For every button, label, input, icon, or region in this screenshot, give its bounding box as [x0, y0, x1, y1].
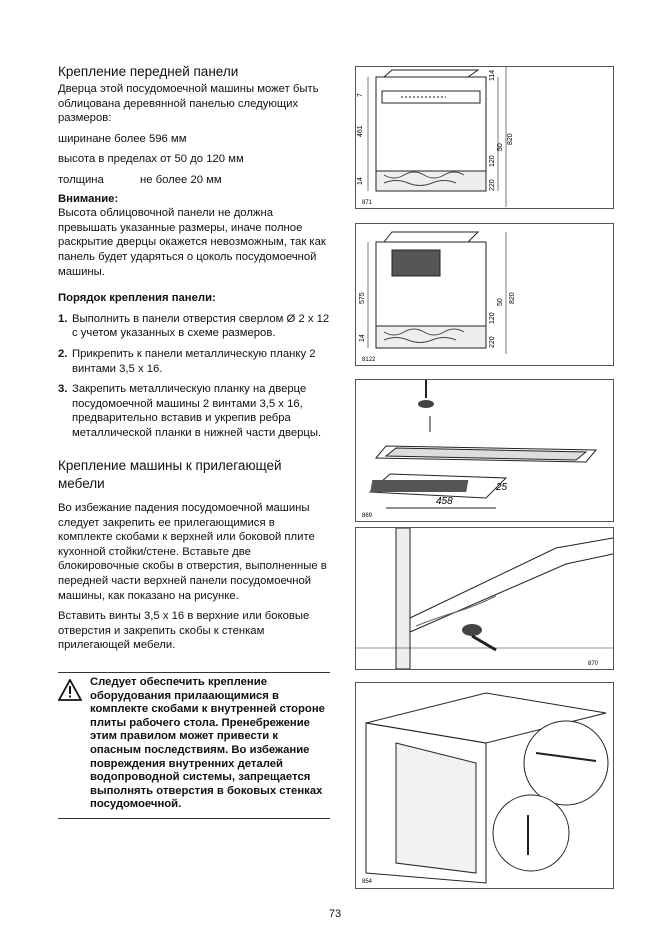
dim-label: 575 — [359, 292, 366, 304]
dim-label: 458 — [436, 496, 453, 507]
side-bracket-diagram — [356, 528, 613, 669]
figure-front-panel-dimensions — [355, 66, 614, 209]
attention-text: Высота облицовочной панели не должна превышать указанные размеры, иначе полное раскрытие дверцы окажется невозможным, так как панель будет ударяться о цоколь посудомоечной машины. — [58, 207, 326, 278]
step-number: 2. — [58, 347, 68, 360]
list-item — [58, 382, 330, 440]
dim-label: 14 — [359, 334, 366, 342]
dim-label: 50 — [497, 298, 504, 306]
dim-thickness-value: не более 20 мм — [140, 173, 222, 186]
dim-label: 120 — [489, 155, 496, 167]
dim-label: 220 — [489, 179, 496, 191]
figure-number: 870 — [588, 661, 599, 667]
section-front-panel — [58, 63, 330, 446]
dim-label: 114 — [489, 69, 496, 81]
step-number: 1. — [58, 312, 68, 325]
figure-panel-integrated — [355, 223, 614, 366]
step-text: Выполнить в панели отверстия сверлом Ø 2 x 12 с учетом указанных в схеме размеров. — [72, 312, 330, 340]
intro-paragraph: Дверца этой посудомоечной машины может быть облицована деревянной панелью следующих размеров: — [58, 83, 319, 125]
list-item — [58, 347, 330, 376]
dishwasher-integrated-diagram — [356, 224, 613, 365]
page-number: 73 — [328, 908, 342, 920]
step-text: Закрепить металлическую планку на дверце посудомоечной машины 2 винтами 3,5 x 16, предварительно вставив и укрепив ребра металлической планки в нижней части дверцы. — [72, 383, 322, 439]
figure-number: 8122 — [362, 357, 376, 363]
dim-label: 820 — [507, 133, 514, 145]
step-text: Прикрепить к панели металлическую планку 2 винтами 3,5 x 16. — [72, 347, 316, 375]
mount-paragraph-1: Во избежание падения посудомоечной машины следует закрепить ее прилегающимися в комплекте скобами к верхней или боковой плите кухонной стойки/стене. Вставьте две блокировочные скобы в отверстия, выполненные в передней части верхней панели посудомоечной машины, как показано на рисунке. — [58, 502, 327, 602]
dim-label: 461 — [357, 125, 364, 137]
warning-text: Следует обеспечить крепление оборудования прилаающимися в комплекте скобами к внутренней стороне плиты рабочего стола. Пренебрежение этим правилом может привести к опасным последствиям. Во избежание повреждения внутренних деталей водопроводной системы, запрещается выполнять отверстия в боковых стенках посудомоечной. — [90, 676, 325, 811]
procedure-title: Порядок крепления панели: — [58, 292, 216, 305]
section-title-front-panel: Крепление передней панели — [58, 64, 239, 79]
warning-box — [58, 672, 330, 819]
figure-number: 854 — [362, 879, 373, 885]
section-title-furniture-mount: Крепление машины к прилегающей мебели — [58, 458, 282, 491]
figure-number: 871 — [362, 200, 373, 206]
figure-panel-bracket — [355, 379, 614, 522]
dim-label: 7 — [357, 93, 364, 97]
procedure-steps — [58, 312, 330, 441]
dim-label: 50 — [497, 143, 504, 151]
warning-triangle-icon — [58, 679, 82, 701]
dim-thickness — [58, 173, 330, 188]
dim-label: 820 — [509, 292, 516, 304]
dim-label: 220 — [489, 336, 496, 348]
dishwasher-front-diagram — [356, 67, 613, 208]
dim-height: высота в пределах от 50 до 120 мм — [58, 153, 244, 166]
figure-number: 869 — [362, 513, 373, 519]
dim-thickness-label: толщина — [58, 173, 104, 186]
built-in-mount-diagram — [356, 683, 613, 888]
mount-paragraph-2: Вставить винты 3,5 x 16 в верхние или боковые отверстия и закрепить скобы к стенкам прилегающей мебели. — [58, 610, 310, 652]
dim-width: ширинане более 596 мм — [58, 132, 187, 145]
dim-label: 14 — [357, 177, 364, 185]
dim-label: 25 — [496, 482, 508, 493]
figure-side-bracket — [355, 527, 614, 670]
panel-bracket-diagram — [356, 380, 613, 521]
figure-built-in-mount — [355, 682, 614, 889]
section-furniture-mount — [58, 457, 330, 653]
dim-label: 120 — [489, 312, 496, 324]
step-number: 3. — [58, 383, 68, 396]
attention-title: Внимание: — [58, 192, 119, 205]
list-item — [58, 312, 330, 341]
